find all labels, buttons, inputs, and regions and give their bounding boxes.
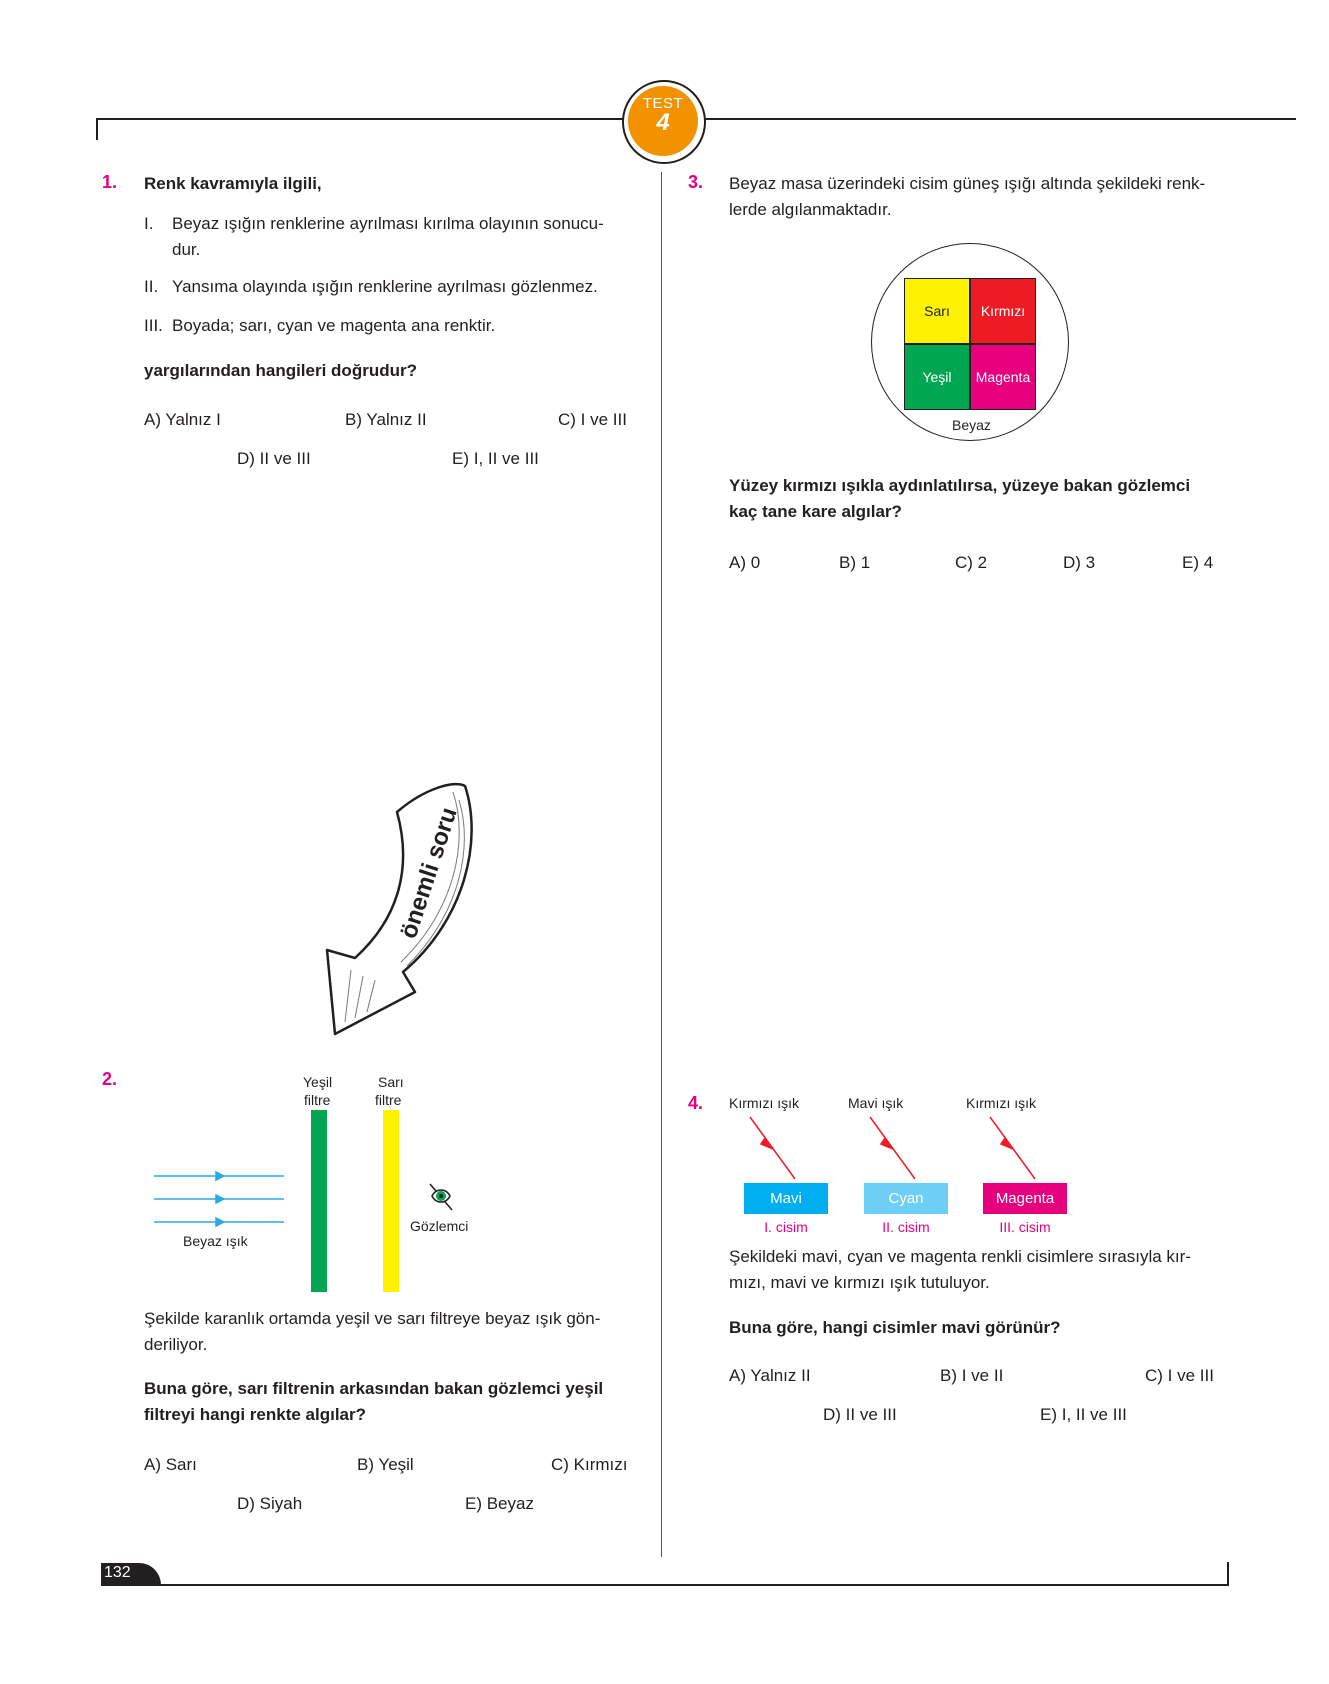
q3-number: 3.: [688, 172, 704, 192]
q2-option-e[interactable]: E) Beyaz: [465, 1494, 534, 1513]
q4-option-e[interactable]: E) I, II ve III: [1040, 1405, 1127, 1424]
q2-question-line2: filtreyi hangi renkte algılar?: [144, 1405, 367, 1424]
q3-square-green: Yeşil: [904, 344, 970, 410]
q4-option-c[interactable]: C) I ve III: [1145, 1366, 1214, 1385]
q4-light-3-label: Kırmızı ışık: [966, 1095, 1036, 1111]
q2-question-line1: Buna göre, sarı filtrenin arkasından bakan gözlemci yeşil: [144, 1379, 604, 1398]
q4-arrowhead-3: [1001, 1138, 1013, 1149]
q1-item-1-roman: I.: [144, 214, 154, 233]
q4-option-b[interactable]: B) I ve II: [940, 1366, 1004, 1385]
q2-green-filter: [311, 1110, 327, 1292]
header-rule-left: [96, 118, 624, 120]
q2-stem-line2: deriliyor.: [144, 1335, 208, 1354]
q1-option-c[interactable]: C) I ve III: [558, 410, 627, 429]
q3-option-d[interactable]: D) 3: [1063, 553, 1096, 572]
q2-light-rays: [152, 1168, 286, 1228]
q4-light-1-label: Kırmızı ışık: [729, 1095, 799, 1111]
sticker-text: önemli soru: [395, 804, 463, 942]
q1-number: 1.: [102, 172, 118, 192]
q2-observer-label: Gözlemci: [410, 1218, 469, 1234]
q4-option-d[interactable]: D) II ve III: [823, 1405, 897, 1424]
q1-option-a[interactable]: A) Yalnız I: [144, 410, 221, 429]
q4-arrowhead-2: [881, 1138, 893, 1149]
q2-option-b[interactable]: B) Yeşil: [357, 1455, 414, 1474]
light-ray-3-arrowhead: [216, 1218, 224, 1226]
q2-option-a[interactable]: A) Sarı: [144, 1455, 197, 1474]
q3-table-label: Beyaz: [952, 417, 991, 433]
q3-question-line1: Yüzey kırmızı ışıkla aydınlatılırsa, yüzeye bakan gözlemci: [729, 476, 1191, 495]
q4-object-1-label: I. cisim: [764, 1219, 808, 1235]
q4-object-2-label: II. cisim: [882, 1219, 930, 1235]
q4-light-arrows: [740, 1115, 1060, 1181]
q4-object-3: Magenta: [983, 1183, 1067, 1214]
q1-item-1-line2: dur.: [172, 240, 201, 259]
q3-square-red: Kırmızı: [970, 278, 1036, 344]
q2-number: 2.: [102, 1069, 118, 1089]
q3-stem-line1: Beyaz masa üzerindeki cisim güneş ışığı altında şekildeki renk-: [729, 174, 1206, 193]
q2-green-filter-label-1: Yeşil: [303, 1074, 333, 1090]
important-question-sticker: [315, 780, 485, 1042]
q4-object-1: Mavi: [744, 1183, 828, 1214]
q4-stem-line1: Şekildeki mavi, cyan ve magenta renkli cisimlere sırasıyla kır-: [729, 1247, 1191, 1266]
q1-item-2-line1: Yansıma olayında ışığın renklerine ayrılması gözlenmez.: [172, 277, 598, 296]
q1-option-b[interactable]: B) Yalnız II: [345, 410, 427, 429]
light-ray-1-arrowhead: [216, 1172, 224, 1180]
q3-option-c[interactable]: C) 2: [955, 553, 988, 572]
header-rule-left-tick: [96, 118, 98, 140]
q1-option-e[interactable]: E) I, II ve III: [452, 449, 539, 468]
header-rule-right: [700, 118, 1296, 120]
q3-square-yellow: Sarı: [904, 278, 970, 344]
q3-option-e[interactable]: E) 4: [1182, 553, 1214, 572]
q4-stem-line2: mızı, mavi ve kırmızı ışık tutuluyor.: [729, 1273, 990, 1292]
light-ray-2-arrowhead: [216, 1195, 224, 1203]
test-badge: [628, 86, 698, 156]
q2-stem-line1: Şekilde karanlık ortamda yeşil ve sarı filtreye beyaz ışık gön-: [144, 1309, 601, 1328]
q2-light-label: Beyaz ışık: [183, 1233, 248, 1249]
q3-square-magenta: Magenta: [970, 344, 1036, 410]
test-badge-label: TEST: [642, 95, 684, 112]
q2-yellow-filter-label-2: filtre: [375, 1092, 402, 1108]
q3-question-line2: kaç tane kare algılar?: [729, 502, 902, 521]
page-number: 132: [104, 1564, 131, 1581]
q3-option-a[interactable]: A) 0: [729, 553, 761, 572]
q4-object-2: Cyan: [864, 1183, 948, 1214]
q4-object-3-label: III. cisim: [999, 1219, 1051, 1235]
q1-stem: Renk kavramıyla ilgili,: [144, 174, 322, 193]
footer-rule: [101, 1584, 1229, 1586]
test-badge-number: 4: [656, 109, 670, 136]
q2-yellow-filter-label-1: Sarı: [378, 1074, 404, 1090]
q1-item-1-line1: Beyaz ışığın renklerine ayrılması kırılma olayının sonucu-: [172, 214, 604, 233]
q4-question: Buna göre, hangi cisimler mavi görünür?: [729, 1318, 1061, 1337]
column-divider: [661, 172, 662, 1557]
q1-item-3-line1: Boyada; sarı, cyan ve magenta ana renktir.: [172, 316, 496, 335]
q2-option-c[interactable]: C) Kırmızı: [551, 1455, 628, 1474]
q4-arrowhead-1: [761, 1138, 773, 1149]
q3-option-b[interactable]: B) 1: [839, 553, 871, 572]
q1-item-3-roman: III.: [144, 316, 163, 335]
q4-number: 4.: [688, 1093, 704, 1113]
q4-option-a[interactable]: A) Yalnız II: [729, 1366, 811, 1385]
eye-icon: [426, 1180, 456, 1214]
q3-stem-line2: lerde algılanmaktadır.: [729, 200, 892, 219]
q1-option-d[interactable]: D) II ve III: [237, 449, 311, 468]
q1-question: yargılarından hangileri doğrudur?: [144, 361, 417, 380]
q2-yellow-filter: [383, 1110, 399, 1292]
footer-rule-tick: [1227, 1562, 1229, 1586]
q1-item-2-roman: II.: [144, 277, 159, 296]
q2-option-d[interactable]: D) Siyah: [237, 1494, 303, 1513]
q2-green-filter-label-2: filtre: [304, 1092, 331, 1108]
q4-light-2-label: Mavi ışık: [848, 1095, 904, 1111]
